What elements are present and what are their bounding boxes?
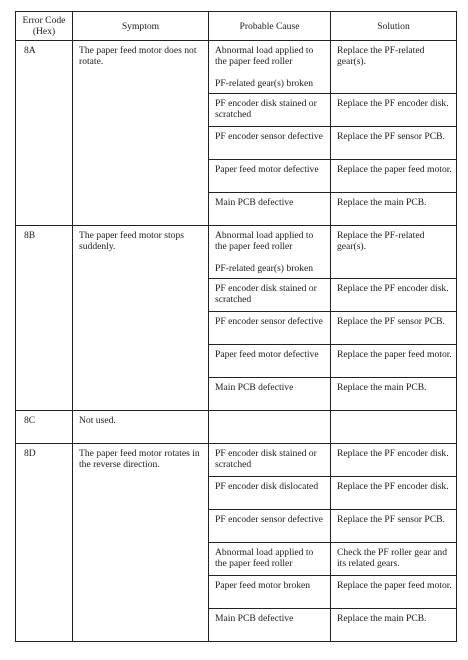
probable-cause-cell — [209, 94, 331, 127]
probable-cause-cell — [209, 193, 331, 226]
probable-cause-text: Paper feed motor defective — [215, 349, 319, 360]
probable-cause-text: Paper feed motor broken — [215, 580, 311, 591]
table-body — [16, 41, 457, 642]
symptom-cell: The paper feed motor rotates in the reverse direction. — [73, 444, 209, 642]
solution-cell: Check the PF roller gear and its related gears. — [331, 543, 457, 576]
probable-cause-text: PF encoder disk dislocated — [215, 481, 319, 492]
error-code-cell: 8A — [16, 41, 73, 226]
probable-cause-text: PF encoder disk stained or scratched — [215, 283, 317, 305]
solution-cell: Replace the main PCB. — [331, 378, 457, 411]
probable-cause-cell — [209, 312, 331, 345]
probable-cause-cell — [209, 576, 331, 609]
probable-cause-text: PF encoder disk stained or scratched — [215, 448, 317, 470]
solution-cell: Replace the main PCB. — [331, 193, 457, 226]
solution-cell: Replace the PF encoder disk. — [331, 94, 457, 127]
probable-cause-cell — [209, 411, 331, 444]
error-code-cell: 8D — [16, 444, 73, 642]
probable-cause-cell — [209, 609, 331, 642]
probable-cause-cell — [209, 477, 331, 510]
table-row — [16, 41, 457, 94]
solution-cell: Replace the PF encoder disk. — [331, 279, 457, 312]
solution-cell: Replace the PF sensor PCB. — [331, 312, 457, 345]
probable-cause-cell — [209, 378, 331, 411]
solution-cell: Replace the main PCB. — [331, 609, 457, 642]
solution-cell: Replace the paper feed motor. — [331, 576, 457, 609]
probable-cause-text: Abnormal load applied to the paper feed roller — [215, 45, 314, 67]
symptom-cell: The paper feed motor does not rotate. — [73, 41, 209, 226]
header-symptom: Symptom — [73, 12, 209, 41]
table-row — [16, 226, 457, 279]
probable-cause-cell — [209, 543, 331, 576]
solution-cell — [331, 411, 457, 444]
probable-cause-cell — [209, 127, 331, 160]
probable-cause-text: Main PCB defective — [215, 197, 294, 208]
solution-cell: Replace the PF sensor PCB. — [331, 510, 457, 543]
probable-cause-text: PF encoder sensor defective — [215, 514, 323, 525]
solution-cell: Replace the paper feed motor. — [331, 345, 457, 378]
probable-cause-text: Main PCB defective — [215, 613, 294, 624]
solution-cell: Replace the PF-related gear(s). — [331, 226, 457, 279]
probable-cause-text: Paper feed motor defective — [215, 164, 319, 175]
probable-cause-text: PF encoder sensor defective — [215, 131, 323, 142]
solution-cell: Replace the PF encoder disk. — [331, 444, 457, 477]
error-code-table — [15, 11, 457, 642]
error-code-cell: 8B — [16, 226, 73, 411]
header-solution: Solution — [331, 12, 457, 41]
symptom-cell: The paper feed motor stops suddenly. — [73, 226, 209, 411]
probable-cause-cell — [209, 160, 331, 193]
probable-cause-cell — [209, 444, 331, 477]
probable-cause-text: PF encoder disk stained or scratched — [215, 98, 317, 120]
probable-cause-cell — [209, 41, 331, 94]
header-error-code: Error Code (Hex) — [16, 12, 73, 41]
symptom-cell: Not used. — [73, 411, 209, 444]
solution-cell: Replace the PF encoder disk. — [331, 477, 457, 510]
probable-cause-text: PF-related gear(s) broken — [215, 263, 314, 274]
probable-cause-cell — [209, 510, 331, 543]
solution-cell: Replace the PF-related gear(s). — [331, 41, 457, 94]
solution-cell: Replace the PF sensor PCB. — [331, 127, 457, 160]
probable-cause-cell — [209, 279, 331, 312]
header-probable-cause: Probable Cause — [209, 12, 331, 41]
table-row — [16, 411, 457, 444]
table-header-row — [16, 12, 457, 41]
solution-cell: Replace the paper feed motor. — [331, 160, 457, 193]
probable-cause-text: PF encoder sensor defective — [215, 316, 323, 327]
probable-cause-text: PF-related gear(s) broken — [215, 78, 314, 89]
probable-cause-cell — [209, 226, 331, 279]
table-row — [16, 444, 457, 477]
probable-cause-text: Abnormal load applied to the paper feed roller — [215, 230, 314, 252]
probable-cause-text: Abnormal load applied to the paper feed roller — [215, 547, 314, 569]
probable-cause-cell — [209, 345, 331, 378]
error-code-cell: 8C — [16, 411, 73, 444]
probable-cause-text: Main PCB defective — [215, 382, 294, 393]
